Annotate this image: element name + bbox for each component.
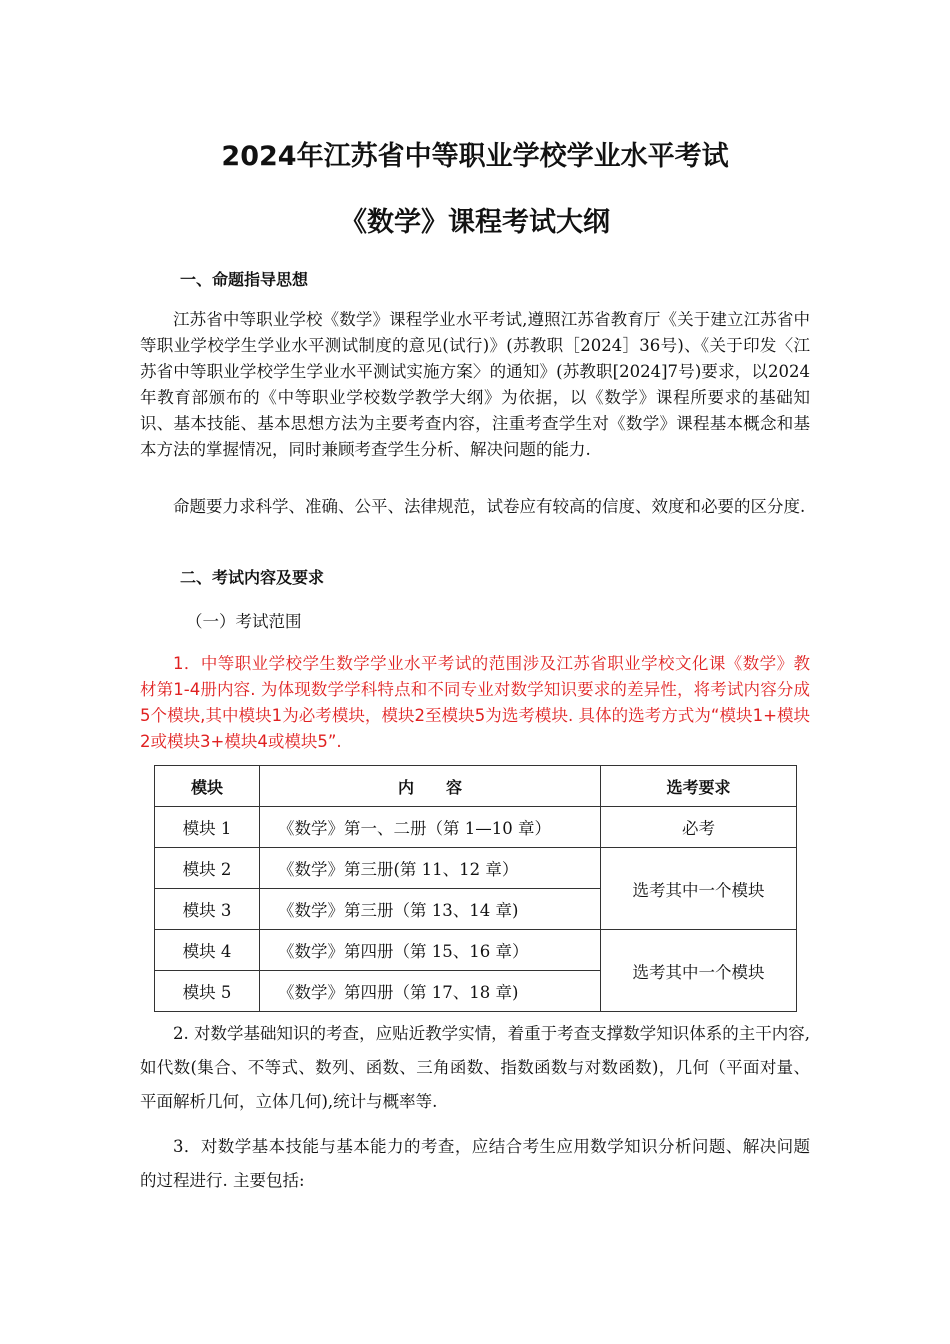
table-row — [155, 807, 797, 848]
cell-content: 《数学》第四册（第 17、18 章) — [260, 971, 601, 1012]
cell-requirement: 必考 — [601, 807, 797, 848]
table-row — [155, 848, 797, 889]
cell-module: 模块 4 — [155, 930, 260, 971]
cell-module: 模块 2 — [155, 848, 260, 889]
cell-content: 《数学》第一、二册（第 1—10 章） — [260, 807, 601, 848]
header-content: 内 容 — [260, 766, 601, 807]
cell-requirement: 选考其中一个模块 — [601, 848, 797, 930]
subsection-exam-scope: （一）考试范围 — [186, 612, 302, 631]
section1-paragraph2: 命题要力求科学、准确、公平、法律规范，试卷应有较高的信度、效度和必要的区分度. — [173, 497, 806, 516]
table-row — [155, 930, 797, 971]
cell-module: 模块 1 — [155, 807, 260, 848]
section1-paragraph1: 江苏省中等职业学校《数学》课程学业水平考试,遵照江苏省教育厅《关于建立江苏省中等职业学校学生学业水平测试制度的意见(试行)》(苏教职［2024］36号)、《关于印发〈江苏省中等职业学校学生学业水平测试实施方案〉的通知》(苏教职[2024]7号)要求，以2024年教育部颁布的《中等职业学校数学教学大纲》为依据，以《数学》课程所要求的基础知识、基本技能、基本思想方法为主要考查内容，注重考查学生对《数学》课程基本概念和基本方法的掌握情况，同时兼顾考查学生分析、解决问题的能力. — [140, 310, 810, 459]
document-title-line2: 《数学》课程考试大纲 — [340, 207, 610, 238]
cell-content: 《数学》第三册(第 11、12 章） — [260, 848, 601, 889]
document-title-line1: 2024年江苏省中等职业学校学业水平考试 — [221, 141, 729, 172]
table-header-row — [155, 766, 797, 807]
cell-requirement: 选考其中一个模块 — [601, 930, 797, 1012]
cell-content: 《数学》第四册（第 15、16 章） — [260, 930, 601, 971]
module-table — [154, 765, 797, 1012]
header-requirement: 选考要求 — [601, 766, 797, 807]
cell-content: 《数学》第三册（第 13、14 章) — [260, 889, 601, 930]
item3-paragraph: 3．对数学基本技能与基本能力的考查，应结合考生应用数学知识分析问题、解决问题的过程进行. 主要包括: — [140, 1137, 810, 1190]
section1-heading: 一、命题指导思想 — [180, 270, 309, 289]
section2-heading: 二、考试内容及要求 — [180, 568, 325, 587]
header-module: 模块 — [155, 766, 260, 807]
item2-paragraph: 2. 对数学基础知识的考查，应贴近教学实情，着重于考查支撑数学知识体系的主干内容,如代数(集合、不等式、数列、函数、三角函数、指数函数与对数函数)，几何（平面对量、平面解析几何，立体几何),统计与概率等. — [140, 1024, 810, 1111]
cell-module: 模块 3 — [155, 889, 260, 930]
cell-module: 模块 5 — [155, 971, 260, 1012]
item1-highlighted-paragraph: 1．中等职业学校学生数学学业水平考试的范围涉及江苏省职业学校文化课《数学》教材第1-4册内容. 为体现数学学科特点和不同专业对数学知识要求的差异性，将考试内容分成5个模块,其中模块1为必考模块，模块2至模块5为选考模块. 具体的选考方式为“模块1+模块2或模块3+模块4或模块5”. — [140, 654, 810, 751]
